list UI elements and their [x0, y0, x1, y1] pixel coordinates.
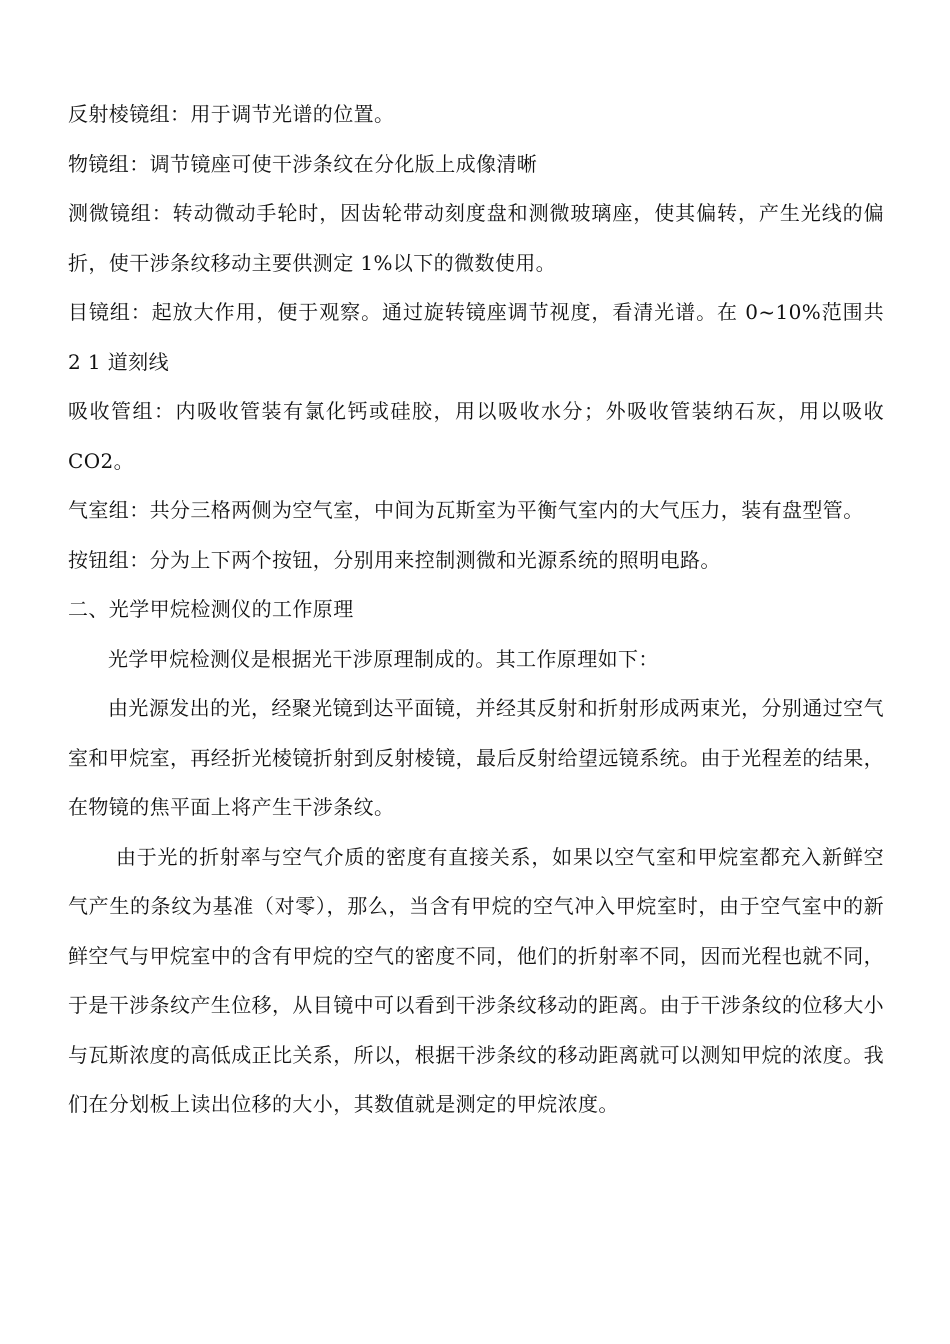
paragraph-absorption-tube-group: 吸收管组：内吸收管装有氯化钙或硅胶，用以吸收水分；外吸收管装纳石灰，用以吸收 CO2。 [68, 399, 884, 473]
paragraph-principle-intro: 光学甲烷检测仪是根据光干涉原理制成的。其工作原理如下： [108, 646, 659, 671]
paragraph-gas-chamber-group: 气室组：共分三格两侧为空气室，中间为瓦斯室为平衡气室内的大气压力，装有盘型管。 [68, 498, 864, 522]
paragraph-button-group: 按钮组：分为上下两个按钮，分别用来控制测微和光源系统的照明电路。 [68, 547, 721, 572]
section-heading-working-principle: 二、光学甲烷检测仪的工作原理 [68, 597, 354, 621]
paragraph-light-path: 由光源发出的光，经聚光镜到达平面镜，并经其反射和折射形成两束光，分别通过空气室和甲烷室，再经折光棱镜折射到反射棱镜，最后反射给望远镜系统。由于光程差的结果，在物镜的焦平面上将产生干涉条纹。 [68, 696, 884, 819]
paragraph-eyepiece-group: 目镜组：起放大作用，便于观察。通过旋转镜座调节视度，看清光谱。在 0~10%范围共 2 1 道刻线 [68, 300, 884, 374]
paragraph-objective-lens-group: 物镜组：调节镜座可使干涉条纹在分化版上成像清晰 [68, 151, 538, 176]
paragraph-reflecting-prism-group: 反射棱镜组：用于调节光谱的位置。 [68, 102, 395, 126]
paragraph-micrometer-lens-group: 测微镜组：转动微动手轮时，因齿轮带动刻度盘和测微玻璃座，使其偏转，产生光线的偏折，使干涉条纹移动主要供测定 1%以下的微数使用。 [68, 201, 884, 275]
paragraph-refraction-explanation: 由于光的折射率与空气介质的密度有直接关系，如果以空气室和甲烷室都充入新鲜空气产生的条纹为基准（对零），那么，当含有甲烷的空气冲入甲烷室时，由于空气室中的新鲜空气与甲烷室中的含有甲烷的空气的密度不同，他们的折射率不同，因而光程也就不同，于是干涉条纹产生位移，从目镜中可以看到干涉条纹移动的距离。由于干涉条纹的位移大小与瓦斯浓度的高低成正比关系，所以，根据干涉条纹的移动距离就可以测知甲烷的浓度。我们在分划板上读出位移的大小，其数值就是测定的甲烷浓度。 [68, 844, 884, 1116]
document-page [68, 90, 884, 1130]
